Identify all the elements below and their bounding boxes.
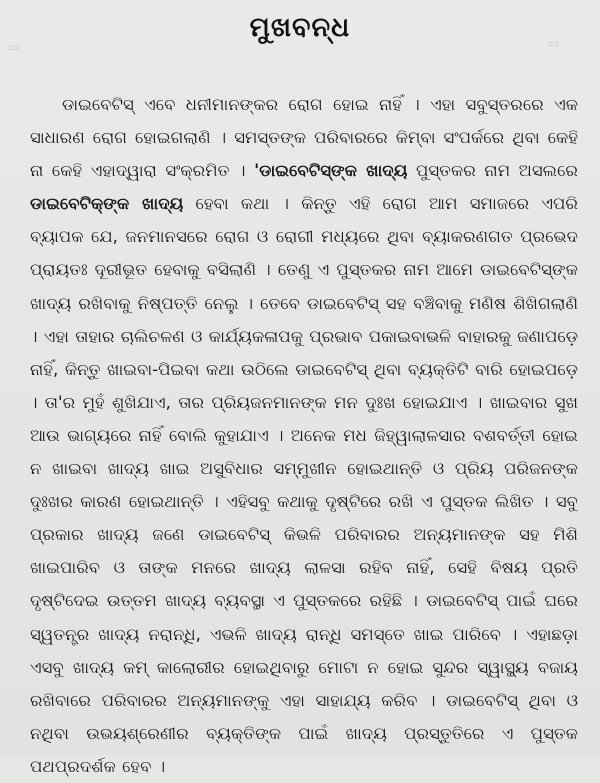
paragraph-text-part3: ହେବା କଥା । କିନ୍ତୁ ଏହି ରୋଗ ଆମ ସମାଜରେ ଏପରି ବ୍ୟାପକ ଯେ, ଜନମାନସରେ ରୋଗ ଓ ରୋଗୀ ମଧ୍ୟରେ ଥିବା ବ୍ୟାକରଣଗତ ପ୍ରଭେଦ ପ୍ରାୟତଃ ଦୂରୀଭୂତ ହେବାକୁ ବସିଲାଣି । ତେଣୁ ଏ ପୁସ୍ତକର ନାମ ଆମେ ଡାଇବେଟିସ୍‌ଙ୍କ ଖାଦ୍ୟ ରଖିବାକୁ ନିଷ୍ପତ୍ତି ନେଲୁ । ତେବେ ଡାଇବେଟିସ୍ ସହ ବଞ୍ଚିବାକୁ ମଣିଷ ଶିଖିଗଲାଣି । ଏହା ତାହାର ଚାଲିଚଳଣ ଓ କାର୍ଯ୍ୟକଳାପକୁ ପ୍ରଭାବ ପକାଇବାଭଳି ବାହାରକୁ ଜଣାପଡ଼େ ନାହିଁ, କିନ୍ତୁ ଖାଇବା-ପିଇବା କଥା ଉଠିଲେ ଡାଇବେଟିସ୍ ଥିବା ବ୍ୟକ୍ତିଟି ବାରି ହୋଇପଡ଼େ । ତା'ର ମୁହଁ ଶୁଖିଯାଏ, ତାର ପ୍ରିୟଜନମାନଙ୍କ ମନ ଦୁଃଖ ହୋଇଯାଏ । ଖାଇବାର ସୁଖ ଆଉ ଭାଗ୍ୟରେ ନାହିଁ ବୋଲି କୁହାଯାଏ । ଅନେକ ମଧ ଜିହ୍ୱାଲାଳସାର ବଶବର୍ତ୍ତୀ ହୋଇ ନ ଖାଇବା ଖାଦ୍ୟ ଖାଇ ଅସୁବିଧାର ସମ୍ମୁଖୀନ ହୋଇଥାନ୍ତି ଓ ପ୍ରିୟ ପରିଜନଙ୍କ ଦୁଃଖର କାରଣ ହୋଇଥାନ୍ତି । ଏହିସବୁ କଥାକୁ ଦୃଷ୍ଟିରେ ରଖି ଏ ପୁସ୍ତକ ଲିଖିତ । ସବୁ ପ୍ରକାର ଖାଦ୍ୟ ଜଣେ ଡାଇବେଟିସ୍ କିଭଳି ପରିବାରର ଅନ୍ୟମାନଙ୍କ ସହ ମିଶି ଖାଇପାରିବ ଓ ତାଙ୍କ ମନରେ ଖାଦ୍ୟ ଲାଳସା ରହିବ ନାହିଁ, ସେହି ବିଷୟ ପ୍ରତି ଦୃଷ୍ଟିଦେଇ ଉତ୍ତମ ଖାଦ୍ୟ ବ୍ୟବସ୍ଥା ଏ ପୁସ୍ତକରେ ରହିଛି । ଡାଇବେଟିସ୍ ପାଇଁ ଘରେ ସ୍ୱତନ୍ତ୍ର ଖାଦ୍ୟ ନରାନ୍ଧି, ଏଭଳି ଖାଦ୍ୟ ରାନ୍ଧି ସମସ୍ତେ ଖାଇ ପାରିବେ । ଏହାଛଡ଼ା ଏସବୁ ଖାଦ୍ୟ କମ୍ କାଲୋରୀର ହୋଇଥିବାରୁ ମୋଟା ନ ହୋଇ ସୁନ୍ଦର ସ୍ୱାସ୍ଥ୍ୟ ବଜାୟ ରଖିବାରେ ପରିବାରର ଅନ୍ୟମାନଙ୍କୁ ଏହା ସାହାଯ୍ୟ କରିବ । ଡାଇବେଟିସ୍ ଥିବା ଓ ନଥିବା ଉଭୟଶ୍ରେଣୀର ବ୍ୟକ୍ତିଙ୍କ ପାଇଁ ଖାଦ୍ୟ ପ୍ରସ୍ତୁତିରେ ଏ ପୁସ୍ତକ ପଥପ୍ରଦର୍ଶକ ହେବ । bbox=[30, 194, 578, 776]
preface-paragraph bbox=[30, 88, 578, 783]
bleed-through-mark: ▭ bbox=[8, 40, 20, 54]
paragraph-bold-title-2: ଡାଇବେଟିକ୍‌ଙ୍କ ଖାଦ୍ୟ bbox=[30, 194, 184, 214]
paragraph-text-part2: ପୁସ୍ତକର ନାମ ଅସଲରେ bbox=[407, 161, 578, 181]
paragraph-text-part1: ଡାଇବେଟିସ୍ ଏବେ ଧନୀମାନଙ୍କର ରୋଗ ହୋଇ ନାହିଁ । ଏହା ସବୁସ୍ତରରେ ଏକ ସାଧାରଣ ରୋଗ ହୋଇଗଲାଣି । ସମସ୍ତଙ୍କ ପରିବାରରେ କିମ୍ବା ସଂପର୍କରେ ଥିବା କେହି ନା କେହି ଏହାଦ୍ୱାରା ସଂକ୍ରମିତ । bbox=[30, 95, 578, 181]
page-title: ମୁଖବନ୍ଧ bbox=[249, 12, 351, 43]
paragraph-bold-title-1: 'ଡାଇବେଟିସ୍‌ଙ୍କ ଖାଦ୍ୟ bbox=[254, 161, 408, 181]
bleed-through-mark: ▭ bbox=[548, 36, 560, 50]
